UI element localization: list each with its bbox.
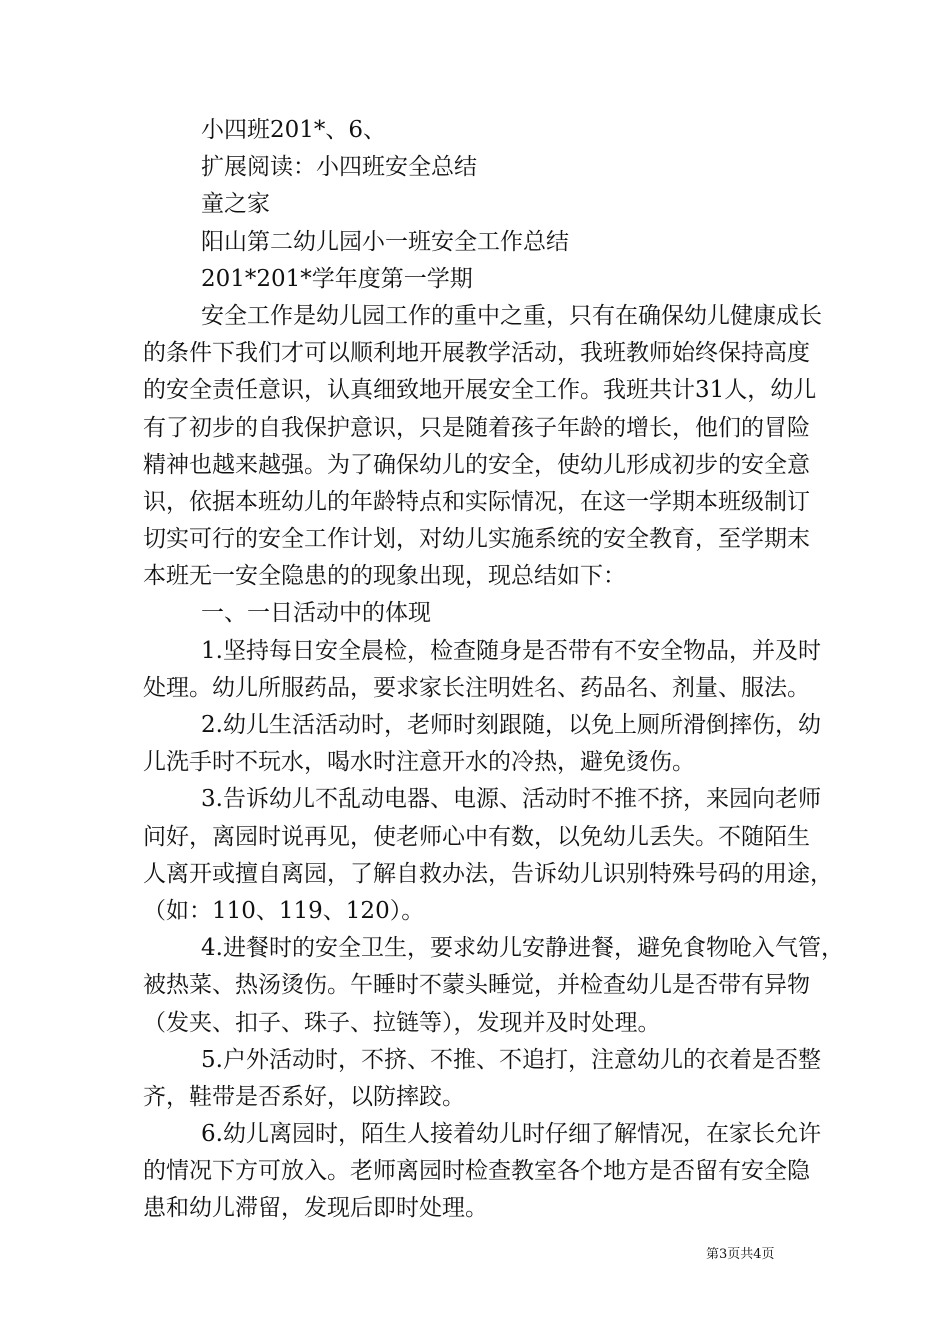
text-line: 儿洗手时不玩水，喝水时注意开水的冷热，避免烫伤。 <box>143 749 695 776</box>
text-line: 5.户外活动时，不挤、不推、不追打，注意幼儿的衣着是否整 <box>201 1046 821 1073</box>
text-line: 有了初步的自我保护意识，只是随着孩子年龄的增长，他们的冒险 <box>143 414 810 441</box>
text-line: 6.幼儿离园时，陌生人接着幼儿时仔细了解情况，在家长允许 <box>201 1121 821 1148</box>
text-line: 本班无一安全隐患的的现象出现，现总结如下： <box>143 563 626 590</box>
text-line: 3.告诉幼儿不乱动电器、电源、活动时不推不挤，来园向老师 <box>201 786 821 813</box>
text-line: 问好，离园时说再见，使老师心中有数，以免幼儿丢失。不随陌生 <box>143 823 810 850</box>
text-line: 阳山第二幼儿园小一班安全工作总结 <box>201 228 569 255</box>
text-line: 201*201*学年度第一学期 <box>201 265 473 292</box>
text-line: 处理。幼儿所服药品，要求家长注明姓名、药品名、剂量、服法。 <box>143 674 810 701</box>
text-line: 4.进餐时的安全卫生，要求幼儿安静进餐，避免食物呛入气管， <box>201 935 844 962</box>
text-line: 1.坚持每日安全晨检，检查随身是否带有不安全物品，并及时 <box>201 637 821 664</box>
text-line: （发夹、扣子、珠子、拉链等），发现并及时处理。 <box>143 1009 661 1036</box>
section-heading: 一、一日活动中的体现 <box>201 600 431 627</box>
text-line: 精神也越来越强。为了确保幼儿的安全，使幼儿形成初步的安全意 <box>143 451 810 478</box>
page-number-footer: 第3页共4页 <box>706 1247 775 1262</box>
text-line: 切实可行的安全工作计划，对幼儿实施系统的安全教育，至学期末 <box>143 526 810 553</box>
text-line: 被热菜、热汤烫伤。午睡时不蒙头睡觉，并检查幼儿是否带有异物 <box>143 972 810 999</box>
document-body <box>143 112 844 1228</box>
text-line: 2.幼儿生活活动时，老师时刻跟随，以免上厕所滑倒摔伤，幼 <box>201 712 821 738</box>
text-line: 安全工作是幼儿园工作的重中之重，只有在确保幼儿健康成长 <box>201 302 822 329</box>
text-line: （如：110、119、120）。 <box>143 897 425 924</box>
text-line: 的情况下方可放入。老师离园时检查教室各个地方是否留有安全隐 <box>143 1158 810 1185</box>
text-line: 童之家 <box>201 191 270 218</box>
text-line: 小四班201*、6、 <box>201 117 387 143</box>
text-line: 患和幼儿滞留，发现后即时处理。 <box>143 1195 488 1222</box>
text-line: 的条件下我们才可以顺利地开展教学活动，我班教师始终保持高度 <box>143 340 810 367</box>
text-line: 的安全责任意识，认真细致地开展安全工作。我班共计31人，幼儿 <box>143 377 817 404</box>
text-line: 齐，鞋带是否系好，以防摔跤。 <box>143 1083 465 1110</box>
text-line: 识，依据本班幼儿的年龄特点和实际情况，在这一学期本班级制订 <box>143 488 810 515</box>
text-line: 人离开或擅自离园，了解自救办法，告诉幼儿识别特殊号码的用途， <box>143 860 833 887</box>
text-line: 扩展阅读：小四班安全总结 <box>201 154 477 181</box>
